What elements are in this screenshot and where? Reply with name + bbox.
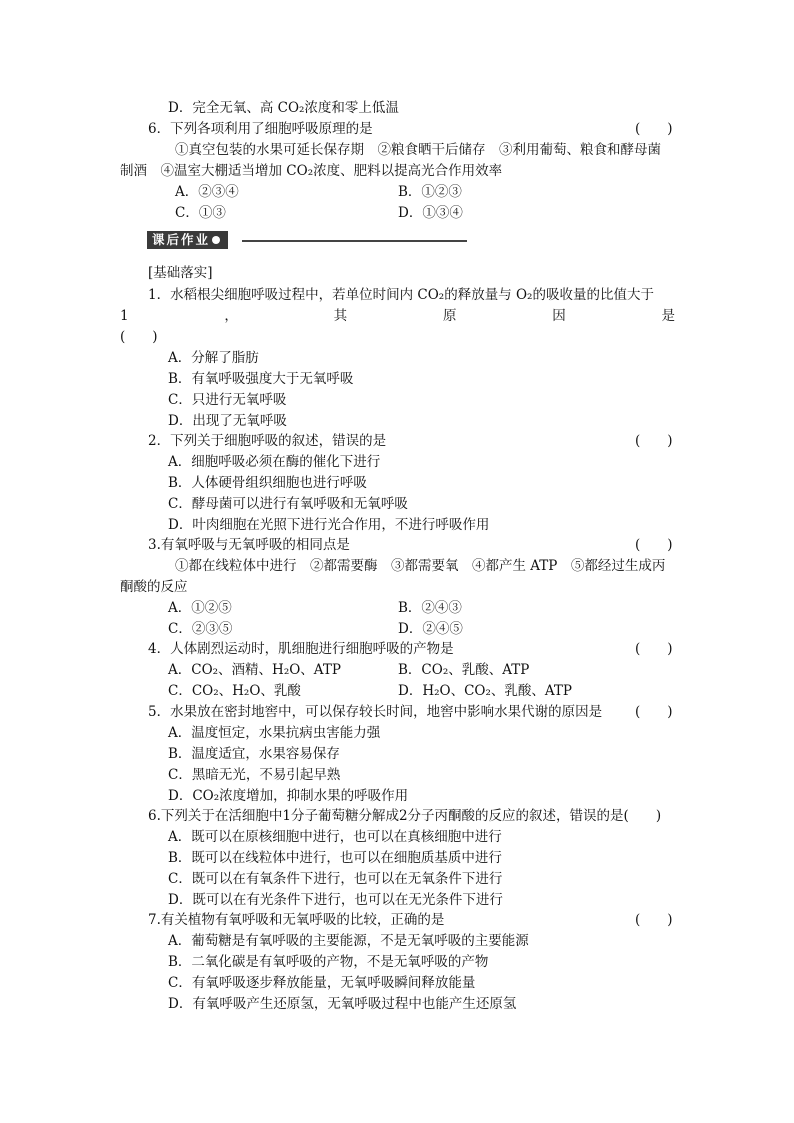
option-c: C．CO₂、H₂O、乳酸	[168, 683, 301, 699]
q5-option-d-top: D．完全无氧、高 CO₂浓度和零上低温	[168, 100, 399, 116]
banner-label: 课后作业	[152, 232, 211, 247]
question-6-stem: 6．下列各项利用了细胞呼吸原理的是	[148, 121, 373, 137]
answer-paren: ( )	[120, 329, 158, 345]
option-b: B．有氧呼吸强度大于无氧呼吸	[168, 371, 354, 387]
option-a: A．温度恒定，水果抗病虫害能力强	[168, 725, 381, 741]
answer-paren: ( )	[635, 704, 673, 720]
question-7-stem: 7.有关植物有氧呼吸和无氧呼吸的比较，正确的是	[148, 912, 445, 928]
option-a: A．②③④	[175, 184, 239, 200]
option-d: D．H₂O、CO₂、乳酸、ATP	[398, 683, 572, 699]
question-6-items: ①真空包装的水果可延长保存期 ②粮食晒干后储存 ③利用葡萄、粮食和酵母菌	[175, 142, 661, 158]
question-3-items-cont: 酮酸的反应	[120, 579, 188, 595]
option-d: D．出现了无氧呼吸	[168, 413, 287, 429]
option-b: B．二氧化碳是有氧呼吸的产物，不是无氧呼吸的产物	[168, 954, 489, 970]
question-6-items-cont: 制酒 ④温室大棚适当增加 CO₂浓度、肥料以提高光合作用效率	[120, 163, 503, 179]
banner-divider	[242, 240, 467, 242]
option-b: B．①②③	[398, 184, 462, 200]
option-c: C．酵母菌可以进行有氧呼吸和无氧呼吸	[168, 496, 408, 512]
option-c: C．①③	[175, 205, 226, 221]
option-a: A．葡萄糖是有氧呼吸的主要能源，不是无氧呼吸的主要能源	[168, 933, 529, 949]
option-d: D．既可以在有光条件下进行，也可以在无光条件下进行	[168, 892, 503, 908]
option-a: A．①②⑤	[168, 600, 232, 616]
option-c: C．②③⑤	[168, 621, 233, 637]
option-a: A．CO₂、酒精、H₂O、ATP	[168, 662, 341, 678]
question-4-stem: 4．人体剧烈运动时，肌细胞进行细胞呼吸的产物是	[148, 641, 454, 657]
option-d: D．①③④	[398, 205, 463, 221]
banner-label-box	[147, 231, 228, 249]
option-c: C．只进行无氧呼吸	[168, 392, 287, 408]
option-c: C．既可以在有氧条件下进行，也可以在无氧条件下进行	[168, 871, 503, 887]
stem-word: 1	[120, 308, 129, 324]
answer-paren: ( )	[635, 641, 673, 657]
question-5-stem: 5．水果放在密封地窖中，可以保存较长时间，地窖中影响水果代谢的原因是	[148, 704, 603, 720]
section-title: [基础落实]	[148, 265, 213, 281]
option-d: D．CO₂浓度增加，抑制水果的呼吸作用	[168, 788, 409, 804]
question-1-stem: 1．水稻根尖细胞呼吸过程中，若单位时间内 CO₂的释放量与 O₂的吸收量的比值大于	[148, 287, 654, 303]
option-b: B．②④③	[398, 600, 462, 616]
answer-paren: ( )	[635, 537, 673, 553]
stem-word: 因	[552, 308, 566, 324]
option-b: B．人体硬骨组织细胞也进行呼吸	[168, 475, 367, 491]
option-d: D．②④⑤	[398, 621, 463, 637]
option-a: A．既可以在原核细胞中进行，也可以在真核细胞中进行	[168, 829, 502, 845]
bullet-icon	[212, 236, 220, 244]
stem-word: 其	[333, 308, 348, 324]
stem-word: ，	[224, 308, 238, 324]
answer-paren: ( )	[635, 433, 673, 449]
option-b: B．既可以在线粒体中进行，也可以在细胞质基质中进行	[168, 850, 502, 866]
answer-paren: ( )	[635, 121, 673, 137]
option-a: A．细胞呼吸必须在酶的催化下进行	[168, 454, 381, 470]
option-a: A．分解了脂肪	[168, 350, 259, 366]
question-6b-stem: 6.下列关于在活细胞中1分子葡萄糖分解成2分子丙酮酸的反应的叙述，错误的是( )	[148, 808, 662, 824]
option-b: B．CO₂、乳酸、ATP	[398, 662, 530, 678]
option-c: C．有氧呼吸逐步释放能量，无氧呼吸瞬间释放能量	[168, 975, 476, 991]
option-c: C．黑暗无光，不易引起早熟	[168, 767, 341, 783]
question-2-stem: 2．下列关于细胞呼吸的叙述，错误的是	[148, 433, 387, 449]
homework-banner	[147, 231, 467, 249]
stem-word: 原	[442, 308, 457, 324]
question-3-stem: 3.有氧呼吸与无氧呼吸的相同点是	[148, 537, 350, 553]
answer-paren: ( )	[635, 912, 673, 928]
question-1-stem-cont	[120, 306, 675, 326]
option-b: B．温度适宜，水果容易保存	[168, 746, 340, 762]
option-d: D．有氧呼吸产生还原氢，无氧呼吸过程中也能产生还原氢	[168, 996, 517, 1012]
question-3-items: ①都在线粒体中进行 ②都需要酶 ③都需要氧 ④都产生 ATP ⑤都经过生成丙	[175, 558, 666, 574]
stem-word: 是	[661, 308, 675, 324]
option-d: D．叶肉细胞在光照下进行光合作用，不进行呼吸作用	[168, 517, 490, 533]
